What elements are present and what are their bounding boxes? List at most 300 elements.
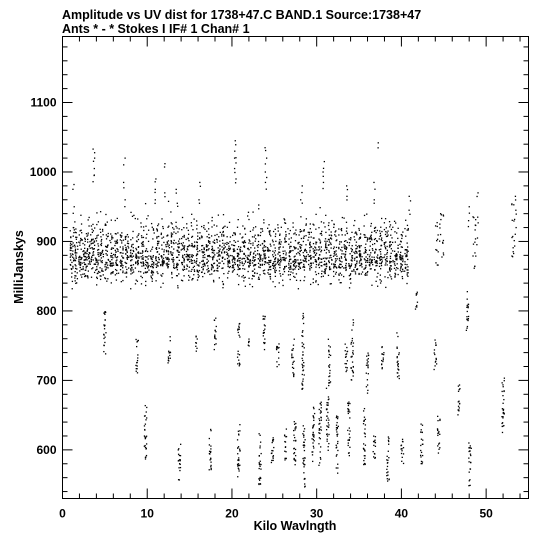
data-point bbox=[328, 385, 329, 386]
data-point bbox=[76, 242, 77, 243]
data-point bbox=[313, 237, 314, 238]
data-point bbox=[295, 426, 296, 427]
data-point bbox=[217, 256, 218, 257]
data-point bbox=[348, 265, 349, 266]
data-point bbox=[98, 245, 99, 246]
data-point bbox=[281, 227, 282, 228]
data-point bbox=[156, 237, 157, 238]
data-point bbox=[163, 242, 164, 243]
data-point bbox=[171, 236, 172, 237]
data-point bbox=[514, 245, 515, 246]
data-point bbox=[295, 440, 296, 441]
data-point bbox=[182, 244, 183, 245]
data-point bbox=[265, 150, 266, 151]
data-point bbox=[347, 351, 348, 352]
data-point bbox=[350, 266, 351, 267]
data-point bbox=[145, 251, 146, 252]
data-point bbox=[318, 264, 319, 265]
data-point bbox=[101, 270, 102, 271]
data-point bbox=[375, 232, 376, 233]
data-point bbox=[318, 246, 319, 247]
data-point bbox=[377, 230, 378, 231]
data-point bbox=[235, 162, 236, 163]
data-point bbox=[122, 267, 123, 268]
data-point bbox=[88, 217, 89, 218]
data-point bbox=[280, 273, 281, 274]
data-point bbox=[345, 343, 346, 344]
data-point bbox=[86, 236, 87, 237]
data-point bbox=[401, 234, 402, 235]
data-point bbox=[237, 476, 238, 477]
data-point bbox=[367, 237, 368, 238]
data-point bbox=[170, 251, 171, 252]
data-point bbox=[263, 254, 264, 255]
data-point bbox=[140, 253, 141, 254]
data-point bbox=[364, 237, 365, 238]
data-point bbox=[406, 269, 407, 270]
data-point bbox=[352, 350, 353, 351]
data-point bbox=[478, 222, 479, 223]
data-point bbox=[96, 284, 97, 285]
data-point bbox=[238, 332, 239, 333]
data-point bbox=[257, 273, 258, 274]
data-point bbox=[209, 469, 210, 470]
data-point bbox=[88, 225, 89, 226]
data-point bbox=[469, 485, 470, 486]
data-point bbox=[259, 267, 260, 268]
data-point bbox=[177, 231, 178, 232]
data-point bbox=[363, 421, 364, 422]
data-point bbox=[354, 232, 355, 233]
data-point bbox=[290, 265, 291, 266]
data-point bbox=[321, 276, 322, 277]
data-point bbox=[345, 356, 346, 357]
data-point bbox=[264, 338, 265, 339]
data-point bbox=[387, 264, 388, 265]
data-point bbox=[402, 231, 403, 232]
data-point bbox=[371, 262, 372, 263]
data-point bbox=[80, 215, 81, 216]
data-point bbox=[124, 206, 125, 207]
data-point bbox=[313, 420, 314, 421]
data-point bbox=[207, 246, 208, 247]
data-point bbox=[228, 271, 229, 272]
data-point bbox=[183, 260, 184, 261]
data-point bbox=[297, 252, 298, 253]
data-point bbox=[158, 262, 159, 263]
data-point bbox=[151, 257, 152, 258]
data-point bbox=[298, 242, 299, 243]
data-point bbox=[384, 256, 385, 257]
data-point bbox=[383, 357, 384, 358]
data-point bbox=[204, 265, 205, 266]
data-point bbox=[271, 462, 272, 463]
data-point bbox=[75, 252, 76, 253]
data-point bbox=[201, 249, 202, 250]
data-point bbox=[395, 222, 396, 223]
data-point bbox=[141, 265, 142, 266]
data-point bbox=[106, 234, 107, 235]
data-point bbox=[111, 220, 112, 221]
data-point bbox=[468, 307, 469, 308]
data-point bbox=[402, 278, 403, 279]
data-point bbox=[97, 260, 98, 261]
data-point bbox=[361, 266, 362, 267]
data-point bbox=[387, 261, 388, 262]
data-point bbox=[405, 264, 406, 265]
data-point bbox=[96, 262, 97, 263]
data-point bbox=[146, 262, 147, 263]
data-point bbox=[289, 261, 290, 262]
data-point bbox=[270, 244, 271, 245]
data-point bbox=[295, 455, 296, 456]
data-point bbox=[319, 423, 320, 424]
data-point bbox=[329, 370, 330, 371]
data-point bbox=[272, 254, 273, 255]
data-point bbox=[171, 232, 172, 233]
data-point bbox=[336, 422, 337, 423]
data-point bbox=[304, 256, 305, 257]
data-point bbox=[469, 468, 470, 469]
data-point bbox=[320, 403, 321, 404]
data-point bbox=[233, 270, 234, 271]
data-point bbox=[73, 232, 74, 233]
data-point bbox=[176, 189, 177, 190]
data-point bbox=[302, 462, 303, 463]
data-point bbox=[283, 269, 284, 270]
data-point bbox=[292, 367, 293, 368]
data-point bbox=[279, 234, 280, 235]
data-point bbox=[86, 257, 87, 258]
data-point bbox=[373, 441, 374, 442]
data-point bbox=[311, 265, 312, 266]
data-point bbox=[327, 405, 328, 406]
data-point bbox=[248, 261, 249, 262]
data-point bbox=[399, 378, 400, 379]
data-point bbox=[212, 258, 213, 259]
data-point bbox=[118, 273, 119, 274]
data-point bbox=[302, 367, 303, 368]
data-point bbox=[212, 217, 213, 218]
data-point bbox=[437, 226, 438, 227]
data-point bbox=[252, 236, 253, 237]
data-point bbox=[380, 245, 381, 246]
data-point bbox=[469, 450, 470, 451]
data-point bbox=[319, 207, 320, 208]
data-point bbox=[137, 261, 138, 262]
data-point bbox=[259, 254, 260, 255]
data-point bbox=[513, 251, 514, 252]
data-point bbox=[384, 244, 385, 245]
data-point bbox=[91, 239, 92, 240]
data-point bbox=[75, 228, 76, 229]
data-point bbox=[187, 246, 188, 247]
data-point bbox=[324, 264, 325, 265]
data-point bbox=[288, 263, 289, 264]
data-point bbox=[206, 244, 207, 245]
data-point bbox=[405, 267, 406, 268]
data-point bbox=[169, 336, 170, 337]
data-point bbox=[421, 463, 422, 464]
data-point bbox=[185, 256, 186, 257]
data-point bbox=[280, 244, 281, 245]
data-point bbox=[107, 221, 108, 222]
data-point bbox=[208, 268, 209, 269]
data-point bbox=[257, 247, 258, 248]
data-point bbox=[398, 228, 399, 229]
data-point bbox=[289, 233, 290, 234]
data-point bbox=[141, 283, 142, 284]
data-point bbox=[164, 196, 165, 197]
data-point bbox=[278, 248, 279, 249]
data-point bbox=[120, 260, 121, 261]
data-point bbox=[323, 271, 324, 272]
data-point bbox=[237, 260, 238, 261]
data-point bbox=[145, 405, 146, 406]
data-point bbox=[387, 456, 388, 457]
data-point bbox=[155, 178, 156, 179]
data-point bbox=[170, 358, 171, 359]
data-point bbox=[300, 199, 301, 200]
data-point bbox=[337, 473, 338, 474]
data-point bbox=[213, 252, 214, 253]
data-point bbox=[71, 273, 72, 274]
data-point bbox=[152, 238, 153, 239]
data-point bbox=[209, 453, 210, 454]
data-point bbox=[355, 265, 356, 266]
data-point bbox=[183, 227, 184, 228]
data-point bbox=[351, 379, 352, 380]
data-point bbox=[320, 446, 321, 447]
data-point bbox=[303, 252, 304, 253]
data-point bbox=[437, 264, 438, 265]
data-point bbox=[153, 267, 154, 268]
data-point bbox=[239, 329, 240, 330]
data-point bbox=[397, 274, 398, 275]
data-point bbox=[157, 225, 158, 226]
data-point bbox=[293, 260, 294, 261]
data-point bbox=[247, 215, 248, 216]
data-point bbox=[96, 266, 97, 267]
data-point bbox=[279, 270, 280, 271]
data-point bbox=[353, 324, 354, 325]
data-point bbox=[318, 443, 319, 444]
data-point bbox=[104, 328, 105, 329]
data-point bbox=[103, 254, 104, 255]
data-point bbox=[415, 308, 416, 309]
data-point bbox=[178, 240, 179, 241]
data-point bbox=[137, 362, 138, 363]
data-point bbox=[367, 262, 368, 263]
data-point bbox=[188, 270, 189, 271]
data-point bbox=[476, 244, 477, 245]
data-point bbox=[70, 248, 71, 249]
data-point bbox=[111, 235, 112, 236]
data-point bbox=[398, 375, 399, 376]
data-point bbox=[164, 163, 165, 164]
data-point bbox=[345, 240, 346, 241]
data-point bbox=[303, 362, 304, 363]
data-point bbox=[77, 272, 78, 273]
data-point bbox=[468, 442, 469, 443]
data-point bbox=[116, 270, 117, 271]
data-point bbox=[416, 305, 417, 306]
data-point bbox=[386, 469, 387, 470]
data-point bbox=[271, 452, 272, 453]
data-point bbox=[312, 461, 313, 462]
data-point bbox=[400, 445, 401, 446]
data-point bbox=[293, 227, 294, 228]
data-point bbox=[260, 235, 261, 236]
data-point bbox=[260, 232, 261, 233]
data-point bbox=[401, 259, 402, 260]
data-point bbox=[367, 254, 368, 255]
data-point bbox=[74, 277, 75, 278]
data-point bbox=[504, 378, 505, 379]
data-point bbox=[234, 245, 235, 246]
data-point bbox=[184, 269, 185, 270]
data-point bbox=[238, 326, 239, 327]
data-point bbox=[188, 240, 189, 241]
data-point bbox=[388, 444, 389, 445]
data-point bbox=[315, 214, 316, 215]
data-point bbox=[268, 260, 269, 261]
data-point bbox=[175, 222, 176, 223]
data-point bbox=[354, 236, 355, 237]
data-point bbox=[374, 458, 375, 459]
data-point bbox=[475, 238, 476, 239]
data-point bbox=[161, 256, 162, 257]
data-point bbox=[515, 234, 516, 235]
data-point bbox=[344, 246, 345, 247]
data-point bbox=[328, 396, 329, 397]
data-point bbox=[315, 281, 316, 282]
data-point bbox=[237, 269, 238, 270]
data-point bbox=[106, 267, 107, 268]
data-point bbox=[72, 242, 73, 243]
data-point bbox=[313, 251, 314, 252]
data-point bbox=[328, 422, 329, 423]
data-point bbox=[377, 147, 378, 148]
data-point bbox=[362, 271, 363, 272]
data-point bbox=[345, 251, 346, 252]
data-point bbox=[181, 229, 182, 230]
data-point bbox=[303, 260, 304, 261]
data-point bbox=[101, 257, 102, 258]
data-point bbox=[238, 254, 239, 255]
data-point bbox=[101, 243, 102, 244]
data-point bbox=[382, 257, 383, 258]
data-point bbox=[352, 249, 353, 250]
data-point bbox=[384, 242, 385, 243]
data-point bbox=[443, 252, 444, 253]
data-point bbox=[89, 262, 90, 263]
data-point bbox=[273, 231, 274, 232]
data-point bbox=[120, 269, 121, 270]
data-point bbox=[403, 453, 404, 454]
data-point bbox=[278, 252, 279, 253]
data-point bbox=[345, 254, 346, 255]
data-point bbox=[152, 271, 153, 272]
data-point bbox=[143, 272, 144, 273]
data-point bbox=[279, 264, 280, 265]
data-point bbox=[136, 258, 137, 259]
data-point bbox=[390, 270, 391, 271]
data-point bbox=[363, 410, 364, 411]
data-point bbox=[105, 319, 106, 320]
data-point bbox=[346, 263, 347, 264]
data-point bbox=[321, 407, 322, 408]
data-point bbox=[359, 247, 360, 248]
data-point bbox=[192, 229, 193, 230]
data-point bbox=[227, 273, 228, 274]
data-point bbox=[77, 249, 78, 250]
data-point bbox=[100, 255, 101, 256]
data-point bbox=[182, 257, 183, 258]
data-point bbox=[284, 266, 285, 267]
data-point bbox=[398, 248, 399, 249]
data-point bbox=[133, 250, 134, 251]
data-point bbox=[126, 271, 127, 272]
data-point bbox=[181, 238, 182, 239]
data-point bbox=[258, 258, 259, 259]
data-point bbox=[396, 258, 397, 259]
data-point bbox=[223, 231, 224, 232]
data-point bbox=[329, 266, 330, 267]
data-point bbox=[156, 271, 157, 272]
data-point bbox=[321, 246, 322, 247]
data-point bbox=[264, 324, 265, 325]
data-point bbox=[73, 184, 74, 185]
data-point bbox=[282, 285, 283, 286]
data-point bbox=[237, 227, 238, 228]
data-point bbox=[102, 271, 103, 272]
data-point bbox=[338, 247, 339, 248]
data-point bbox=[434, 349, 435, 350]
x-tick-label: 10 bbox=[140, 506, 154, 521]
data-point bbox=[261, 453, 262, 454]
data-point bbox=[133, 215, 134, 216]
data-point bbox=[189, 277, 190, 278]
data-point bbox=[323, 176, 324, 177]
data-point bbox=[228, 250, 229, 251]
data-point bbox=[337, 443, 338, 444]
data-point bbox=[184, 245, 185, 246]
data-point bbox=[305, 259, 306, 260]
data-point bbox=[122, 246, 123, 247]
data-point bbox=[161, 238, 162, 239]
data-point bbox=[72, 267, 73, 268]
data-point bbox=[336, 447, 337, 448]
data-point bbox=[284, 271, 285, 272]
data-point bbox=[321, 429, 322, 430]
data-point bbox=[407, 242, 408, 243]
data-point bbox=[325, 232, 326, 233]
data-point bbox=[177, 206, 178, 207]
data-point bbox=[194, 246, 195, 247]
data-point bbox=[343, 253, 344, 254]
data-point bbox=[182, 280, 183, 281]
data-point bbox=[371, 268, 372, 269]
data-point bbox=[503, 410, 504, 411]
data-point bbox=[321, 233, 322, 234]
data-point bbox=[128, 247, 129, 248]
data-point bbox=[93, 242, 94, 243]
data-point bbox=[168, 250, 169, 251]
data-point bbox=[138, 246, 139, 247]
data-point bbox=[285, 254, 286, 255]
data-point bbox=[337, 441, 338, 442]
